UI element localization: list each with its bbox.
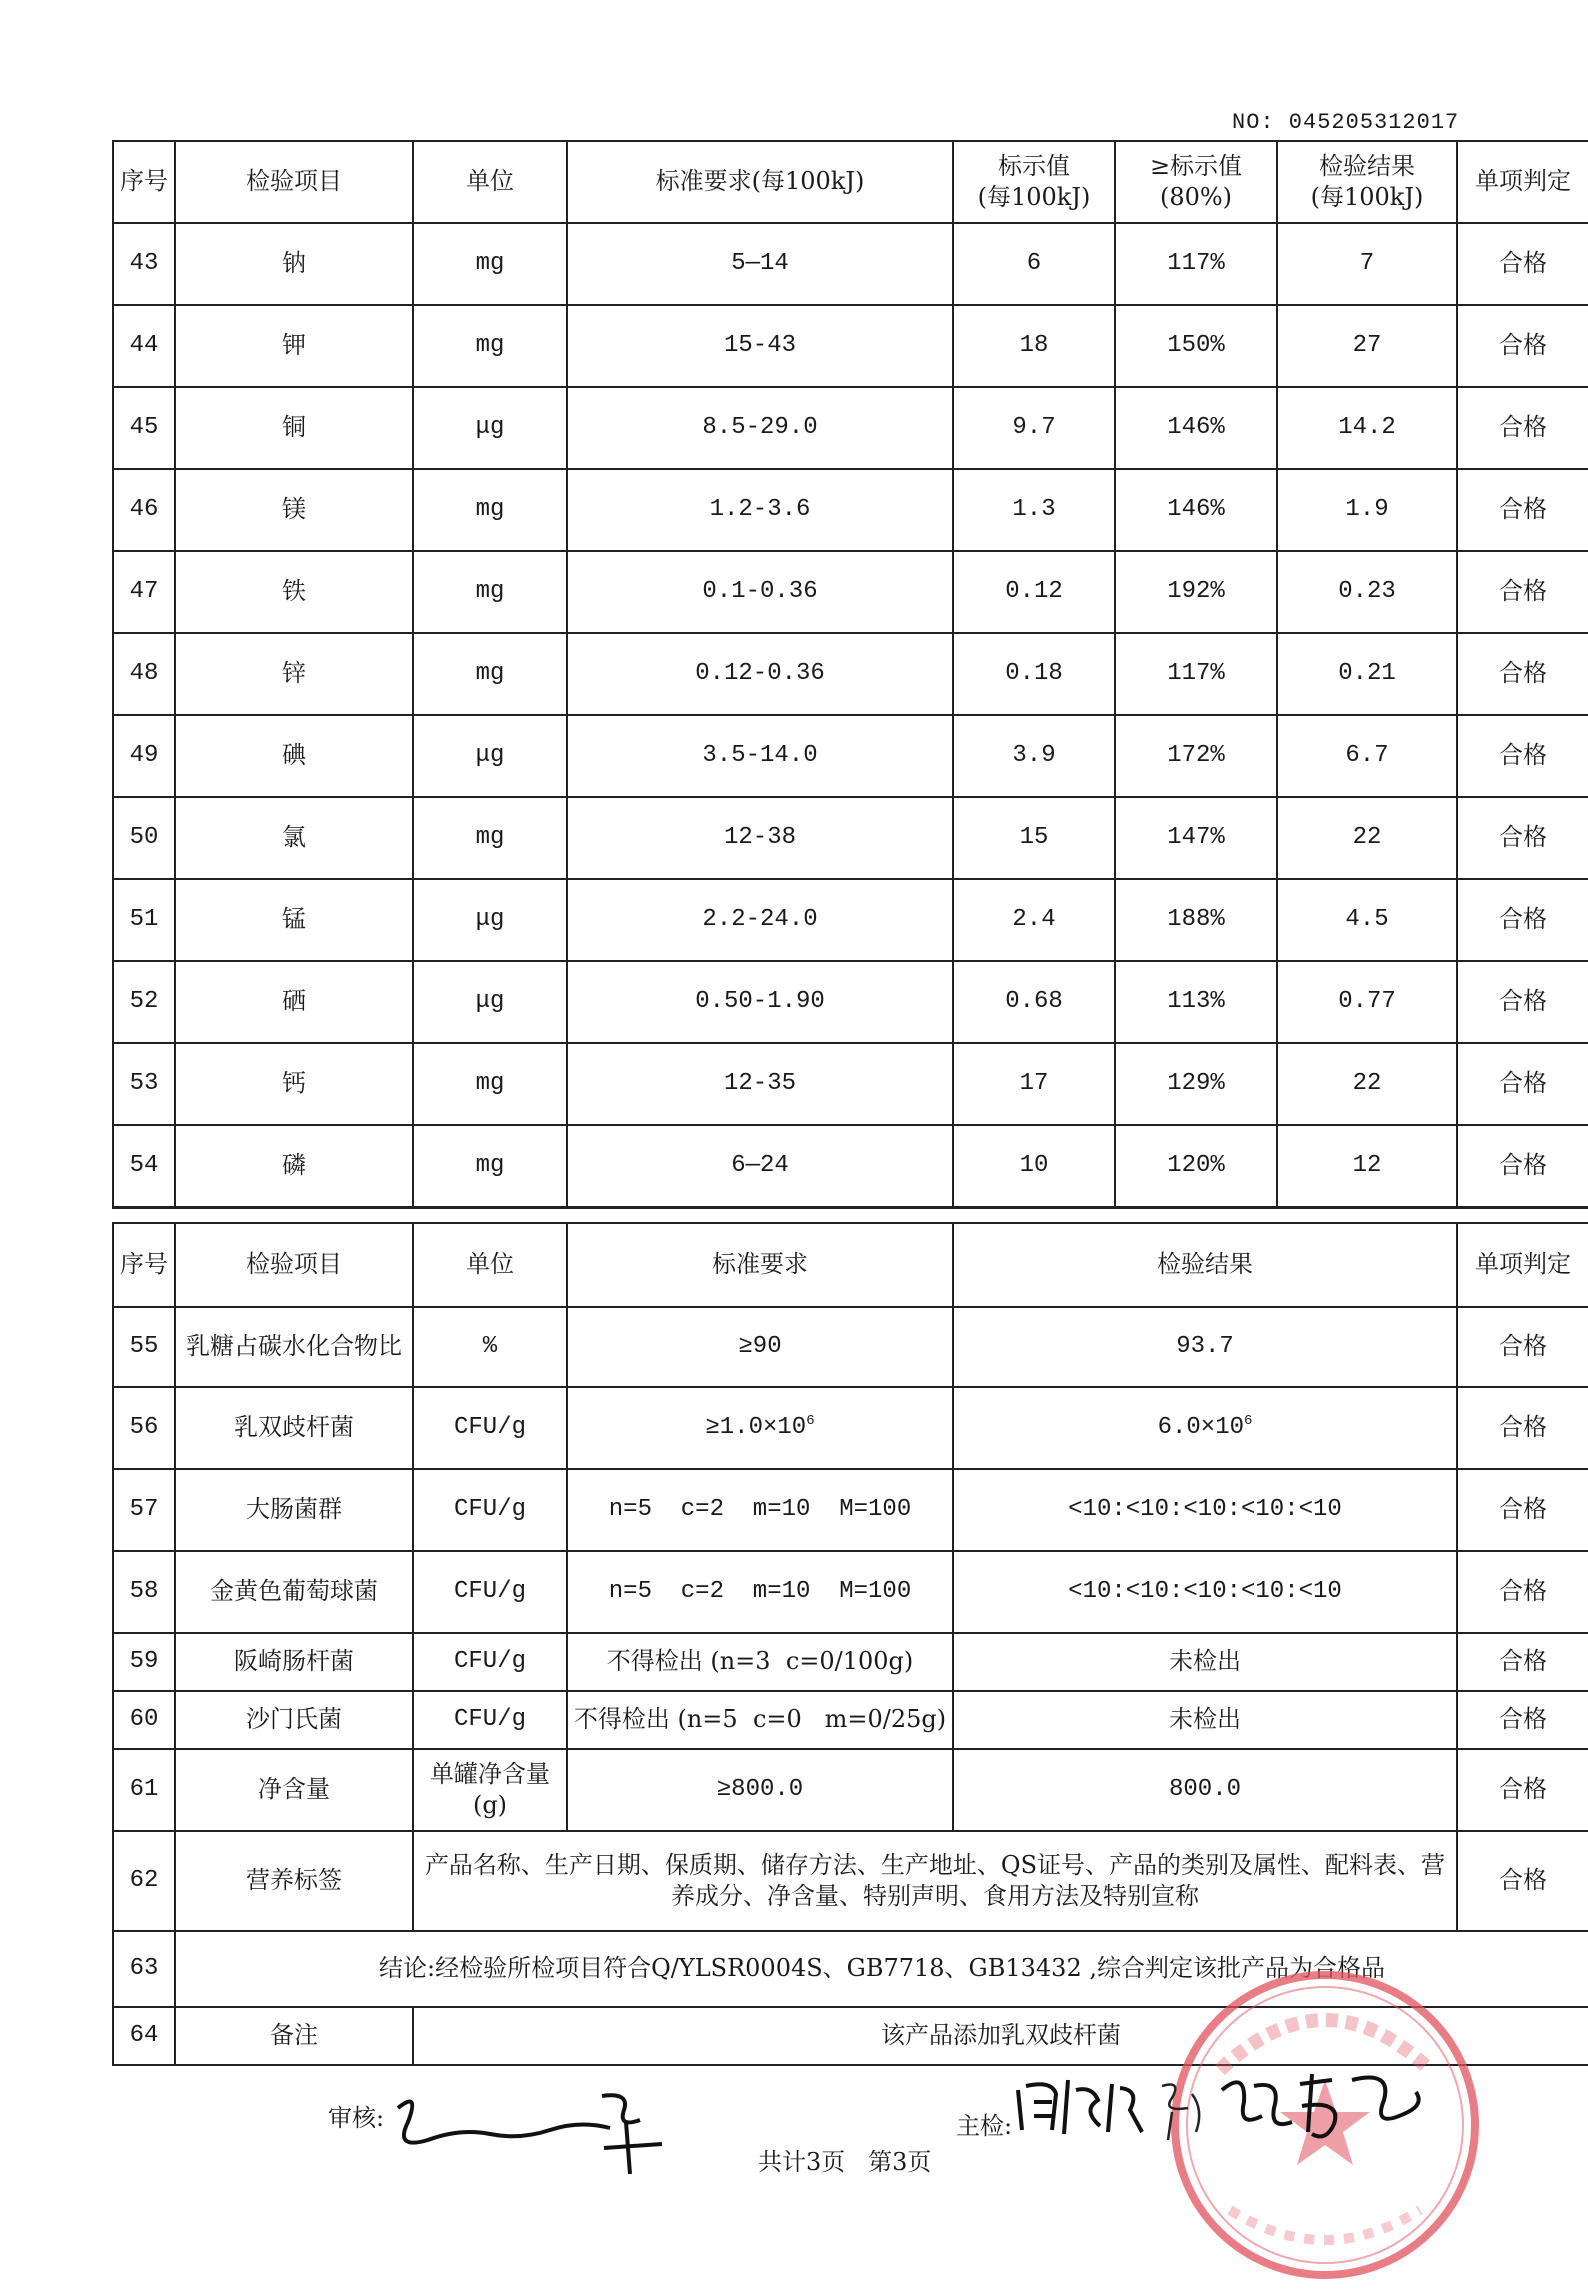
row-unit: μg — [413, 387, 567, 469]
row-unit: mg — [413, 633, 567, 715]
row-verdict: 合格 — [1457, 305, 1588, 387]
inspector-signatures — [1012, 2050, 1432, 2160]
table-row — [113, 797, 1588, 879]
table-row — [113, 305, 1588, 387]
row-unit: CFU/g — [413, 1387, 567, 1469]
row-no: 52 — [113, 961, 175, 1043]
row-unit: mg — [413, 469, 567, 551]
header-result: 检验结果 (每100kJ) — [1277, 141, 1457, 223]
row-percent: 113% — [1115, 961, 1277, 1043]
row-verdict: 合格 — [1457, 1691, 1588, 1749]
row-label-value: 0.12 — [953, 551, 1115, 633]
table-row — [113, 633, 1588, 715]
row-verdict: 合格 — [1457, 797, 1588, 879]
row-unit: CFU/g — [413, 1633, 567, 1691]
table-header-row — [113, 141, 1588, 223]
row-standard: 1.2-3.6 — [567, 469, 953, 551]
conclusion-text: 结论:经检验所检项目符合Q/YLSR0004S、GB7718、GB13432 ,综合判定该批产品为合格品 — [175, 1931, 1588, 2007]
header-standard: 标准要求(每100kJ) — [567, 141, 953, 223]
row-result: 27 — [1277, 305, 1457, 387]
table-header-row — [113, 1223, 1588, 1307]
row-standard: 0.12-0.36 — [567, 633, 953, 715]
row-item: 铜 — [175, 387, 413, 469]
row-no: 54 — [113, 1125, 175, 1207]
row-item: 钙 — [175, 1043, 413, 1125]
header-standard: 标准要求 — [567, 1223, 953, 1307]
row-no: 50 — [113, 797, 175, 879]
row-no: 60 — [113, 1691, 175, 1749]
row-result: 0.21 — [1277, 633, 1457, 715]
row-item: 锰 — [175, 879, 413, 961]
row-standard — [567, 1387, 953, 1469]
row-item: 乳双歧杆菌 — [175, 1387, 413, 1469]
row-percent: 192% — [1115, 551, 1277, 633]
header-no: 序号 — [113, 141, 175, 223]
row-item: 乳糖占碳水化合物比 — [175, 1307, 413, 1387]
row-label-value: 10 — [953, 1125, 1115, 1207]
row-no: 59 — [113, 1633, 175, 1691]
review-label: 审核: — [328, 2104, 385, 2132]
row-percent: 117% — [1115, 223, 1277, 305]
row-unit: μg — [413, 715, 567, 797]
row-standard: 3.5-14.0 — [567, 715, 953, 797]
row-result: 14.2 — [1277, 387, 1457, 469]
row-unit: % — [413, 1307, 567, 1387]
row-verdict: 合格 — [1457, 715, 1588, 797]
row-percent: 172% — [1115, 715, 1277, 797]
row-result: 22 — [1277, 797, 1457, 879]
row-percent: 146% — [1115, 469, 1277, 551]
row-label-value: 0.68 — [953, 961, 1115, 1043]
row-verdict: 合格 — [1457, 1307, 1588, 1387]
row-item: 钠 — [175, 223, 413, 305]
table-row — [113, 879, 1588, 961]
row-item: 硒 — [175, 961, 413, 1043]
row-result: 7 — [1277, 223, 1457, 305]
row-no: 64 — [113, 2007, 175, 2065]
row-percent: 117% — [1115, 633, 1277, 715]
row-item: 阪崎肠杆菌 — [175, 1633, 413, 1691]
row-unit: CFU/g — [413, 1691, 567, 1749]
row-no: 61 — [113, 1749, 175, 1831]
row-standard: 不得检出 (n=3 c=0/100g) — [567, 1633, 953, 1691]
table-row — [113, 715, 1588, 797]
row-result: 4.5 — [1277, 879, 1457, 961]
row-unit: mg — [413, 551, 567, 633]
row-result: 12 — [1277, 1125, 1457, 1207]
row-verdict: 合格 — [1457, 223, 1588, 305]
standard-base: ≥1.0×10 — [705, 1414, 807, 1442]
row-label-value: 6 — [953, 223, 1115, 305]
row-unit: mg — [413, 305, 567, 387]
nutrient-test-table — [112, 140, 1588, 1209]
table-row — [113, 1551, 1588, 1633]
row-unit: CFU/g — [413, 1469, 567, 1551]
row-result — [953, 1387, 1457, 1469]
table-row — [113, 1749, 1588, 1831]
row-no: 62 — [113, 1831, 175, 1931]
row-verdict: 合格 — [1457, 387, 1588, 469]
row-item: 锌 — [175, 633, 413, 715]
table-row — [113, 1043, 1588, 1125]
remark-label: 备注 — [175, 2007, 413, 2065]
quality-test-table — [112, 1222, 1588, 2066]
row-item: 铁 — [175, 551, 413, 633]
row-verdict: 合格 — [1457, 879, 1588, 961]
row-result: 800.0 — [953, 1749, 1457, 1831]
row-percent: 188% — [1115, 879, 1277, 961]
row-no: 55 — [113, 1307, 175, 1387]
row-standard: 8.5-29.0 — [567, 387, 953, 469]
row-percent: 120% — [1115, 1125, 1277, 1207]
row-standard: 5—14 — [567, 223, 953, 305]
row-label-value: 0.18 — [953, 633, 1115, 715]
row-label-value: 17 — [953, 1043, 1115, 1125]
standard-exponent: 6 — [806, 1413, 815, 1430]
table-row — [113, 387, 1588, 469]
header-item: 检验项目 — [175, 141, 413, 223]
page-info: 共计3页 第3页 — [758, 2148, 932, 2176]
row-item: 沙门氏菌 — [175, 1691, 413, 1749]
row-no: 58 — [113, 1551, 175, 1633]
row-verdict: 合格 — [1457, 1551, 1588, 1633]
row-unit: μg — [413, 879, 567, 961]
row-result: 93.7 — [953, 1307, 1457, 1387]
row-unit: 单罐净含量(g) — [413, 1749, 567, 1831]
row-verdict: 合格 — [1457, 1043, 1588, 1125]
row-no: 45 — [113, 387, 175, 469]
row-label-value: 1.3 — [953, 469, 1115, 551]
result-base: 6.0×10 — [1157, 1414, 1244, 1442]
row-standard: n=5 c=2 m=10 M=100 — [567, 1469, 953, 1551]
row-item: 磷 — [175, 1125, 413, 1207]
row-verdict: 合格 — [1457, 469, 1588, 551]
row-standard: 0.1-0.36 — [567, 551, 953, 633]
row-label-value: 9.7 — [953, 387, 1115, 469]
table-row — [113, 1469, 1588, 1551]
row-unit: mg — [413, 1043, 567, 1125]
row-standard: 6—24 — [567, 1125, 953, 1207]
table-row — [113, 1387, 1588, 1469]
row-unit: μg — [413, 961, 567, 1043]
row-unit: CFU/g — [413, 1551, 567, 1633]
table-row — [113, 1633, 1588, 1691]
row-result: 6.7 — [1277, 715, 1457, 797]
row-label-value: 2.4 — [953, 879, 1115, 961]
row-verdict: 合格 — [1457, 1749, 1588, 1831]
row-label-value: 15 — [953, 797, 1115, 879]
table-row — [113, 1691, 1588, 1749]
row-standard: 12-35 — [567, 1043, 953, 1125]
header-percent: ≥标示值 (80%) — [1115, 141, 1277, 223]
row-percent: 129% — [1115, 1043, 1277, 1125]
row-no: 47 — [113, 551, 175, 633]
remark-text: 该产品添加乳双歧杆菌 — [413, 2007, 1588, 2065]
table-row — [113, 469, 1588, 551]
header-verdict: 单项判定 — [1457, 141, 1588, 223]
row-no: 53 — [113, 1043, 175, 1125]
result-exponent: 6 — [1244, 1413, 1253, 1430]
table-row — [113, 1307, 1588, 1387]
header-label-value: 标示值 (每100kJ) — [953, 141, 1115, 223]
row-verdict: 合格 — [1457, 1387, 1588, 1469]
row-result: 0.77 — [1277, 961, 1457, 1043]
row-no: 46 — [113, 469, 175, 551]
row-result: 0.23 — [1277, 551, 1457, 633]
row-item: 金黄色葡萄球菌 — [175, 1551, 413, 1633]
row-no: 51 — [113, 879, 175, 961]
row-result: 未检出 — [953, 1691, 1457, 1749]
table-row — [113, 223, 1588, 305]
header-item: 检验项目 — [175, 1223, 413, 1307]
row-standard: n=5 c=2 m=10 M=100 — [567, 1551, 953, 1633]
row-result: 22 — [1277, 1043, 1457, 1125]
row-no: 43 — [113, 223, 175, 305]
inspector-label: 主检: — [956, 2112, 1013, 2140]
row-standard: 2.2-24.0 — [567, 879, 953, 961]
header-unit: 单位 — [413, 1223, 567, 1307]
row-standard: ≥90 — [567, 1307, 953, 1387]
review-signature — [380, 2070, 670, 2180]
row-item: 钾 — [175, 305, 413, 387]
table-row — [113, 1125, 1588, 1207]
row-label-value: 3.9 — [953, 715, 1115, 797]
table-row — [113, 551, 1588, 633]
header-verdict: 单项判定 — [1457, 1223, 1588, 1307]
row-standard: 15-43 — [567, 305, 953, 387]
row-item: 氯 — [175, 797, 413, 879]
row-verdict: 合格 — [1457, 1125, 1588, 1207]
row-standard: 12-38 — [567, 797, 953, 879]
label-requirements: 产品名称、生产日期、保质期、储存方法、生产地址、QS证号、产品的类别及属性、配料表、营养成分、净含量、特别声明、食用方法及特别宣称 — [413, 1831, 1457, 1931]
table-row — [113, 961, 1588, 1043]
row-label-value: 18 — [953, 305, 1115, 387]
row-verdict: 合格 — [1457, 961, 1588, 1043]
row-no: 48 — [113, 633, 175, 715]
row-result: 未检出 — [953, 1633, 1457, 1691]
header-result: 检验结果 — [953, 1223, 1457, 1307]
row-verdict: 合格 — [1457, 633, 1588, 715]
row-result: <10:<10:<10:<10:<10 — [953, 1551, 1457, 1633]
row-no: 44 — [113, 305, 175, 387]
row-unit: mg — [413, 797, 567, 879]
row-unit: mg — [413, 223, 567, 305]
header-unit: 单位 — [413, 141, 567, 223]
row-verdict: 合格 — [1457, 1469, 1588, 1551]
header-no: 序号 — [113, 1223, 175, 1307]
report-number: NO: 045205312017 — [1232, 110, 1460, 135]
row-result: 1.9 — [1277, 469, 1457, 551]
row-no: 63 — [113, 1931, 175, 2007]
row-item: 碘 — [175, 715, 413, 797]
row-standard: 0.50-1.90 — [567, 961, 953, 1043]
row-percent: 147% — [1115, 797, 1277, 879]
row-verdict: 合格 — [1457, 551, 1588, 633]
row-item: 镁 — [175, 469, 413, 551]
row-standard: ≥800.0 — [567, 1749, 953, 1831]
row-result: <10:<10:<10:<10:<10 — [953, 1469, 1457, 1551]
row-item: 营养标签 — [175, 1831, 413, 1931]
table-row — [113, 1831, 1588, 1931]
row-verdict: 合格 — [1457, 1831, 1588, 1931]
row-no: 57 — [113, 1469, 175, 1551]
row-item: 净含量 — [175, 1749, 413, 1831]
row-standard: 不得检出 (n=5 c=0 m=0/25g) — [567, 1691, 953, 1749]
row-percent: 146% — [1115, 387, 1277, 469]
row-unit: mg — [413, 1125, 567, 1207]
row-no: 49 — [113, 715, 175, 797]
row-percent: 150% — [1115, 305, 1277, 387]
row-item: 大肠菌群 — [175, 1469, 413, 1551]
row-verdict: 合格 — [1457, 1633, 1588, 1691]
row-no: 56 — [113, 1387, 175, 1469]
